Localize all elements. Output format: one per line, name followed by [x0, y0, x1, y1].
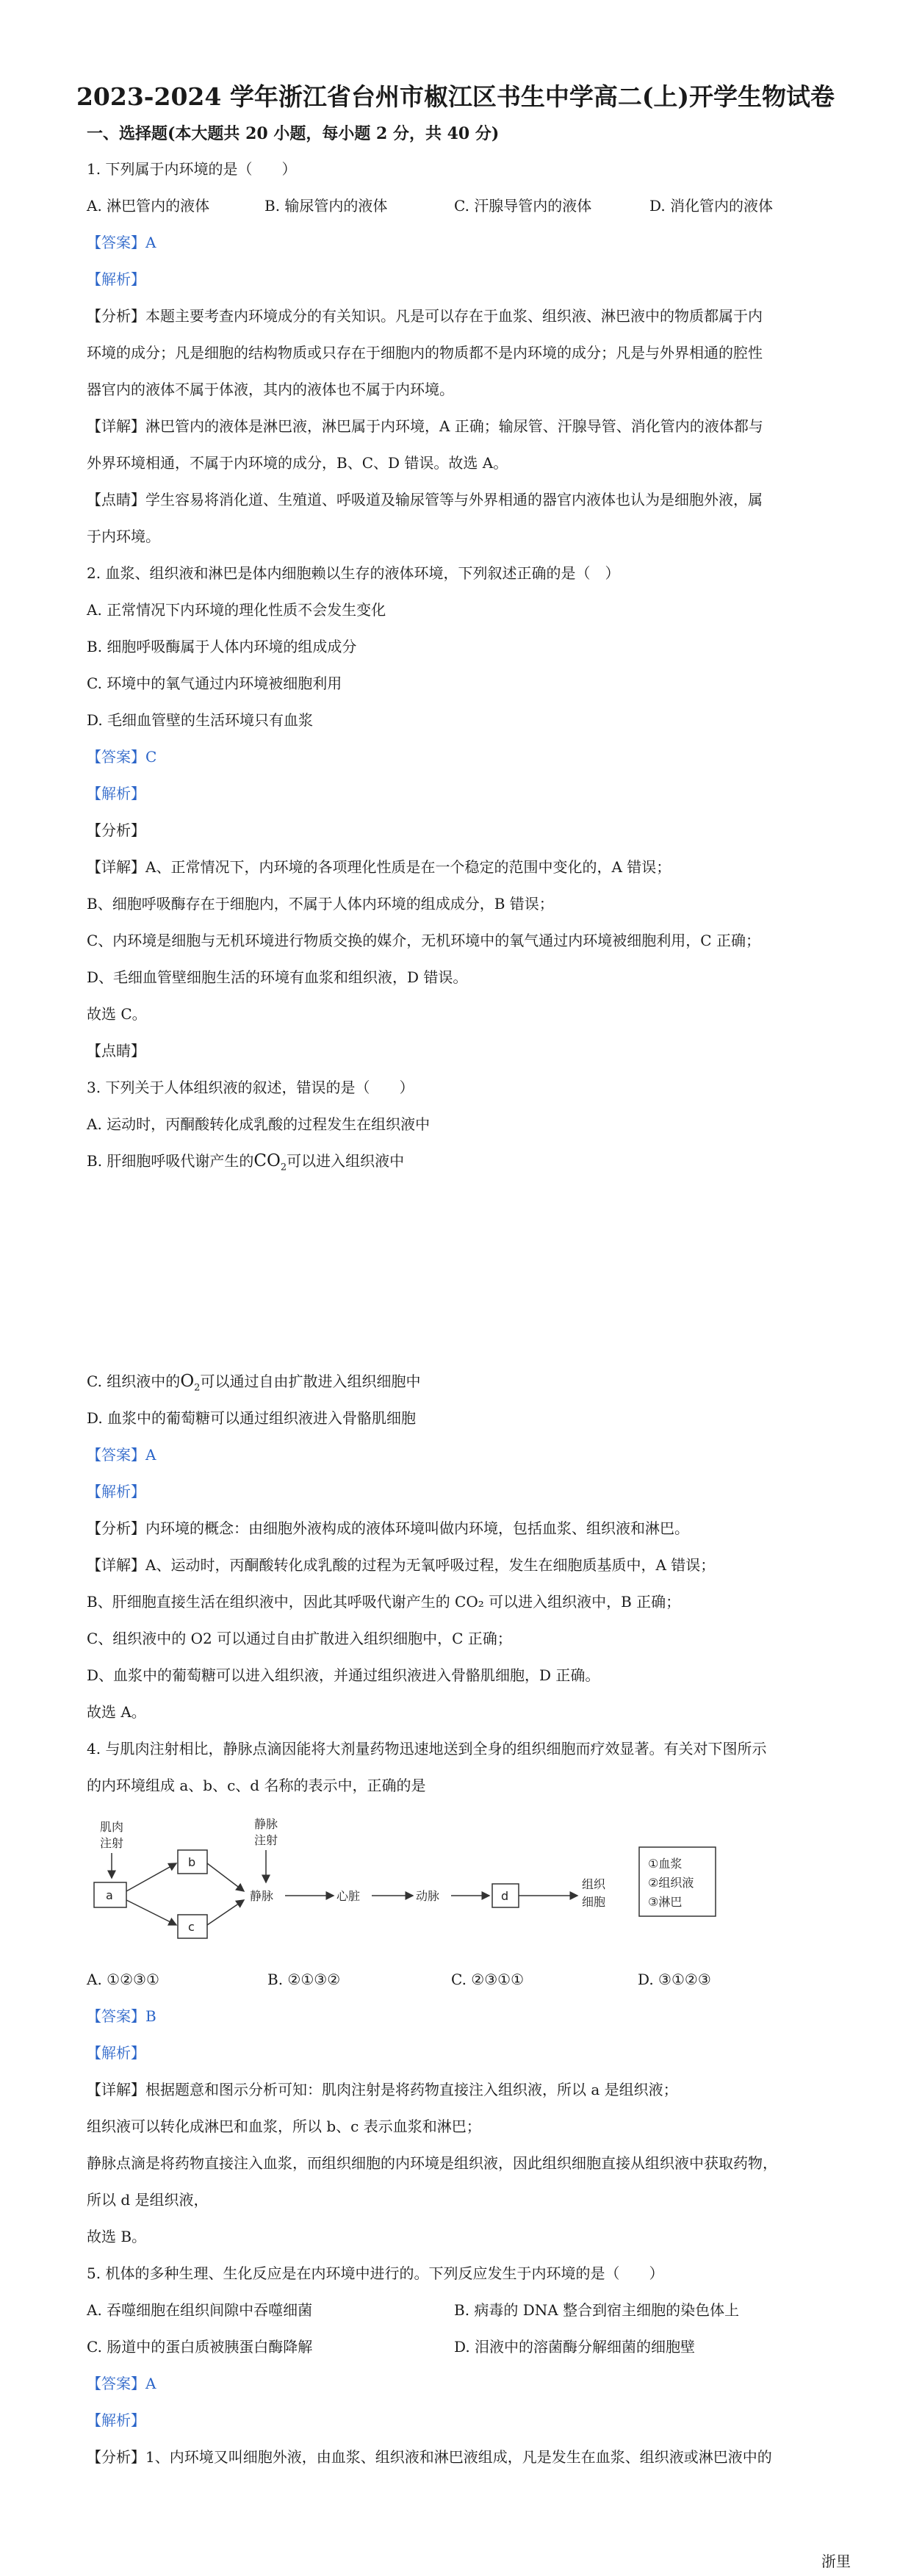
q4-detail-line: 所以 d 是组织液， [87, 2191, 209, 2209]
q3-detail-line: D、血浆中的葡萄糖可以进入组织液，并通过组织液进入骨骼肌细胞，D 正确。 [87, 1666, 600, 1684]
q5-stem: 5. 机体的多种生理、生化反应是在内环境中进行的。下列反应发生于内环境的是（ ） [87, 2264, 664, 2282]
q2-detail-line: 【详解】A、正常情况下，内环境的各项理化性质是在一个稳定的范围中变化的，A 错误； [87, 858, 671, 876]
artery-label: 动脉 [416, 1889, 440, 1903]
q3-detail-line: B、肝细胞直接生活在组织液中，因此其呼吸代谢产生的 CO₂ 可以进入组织液中，B 正确； [87, 1593, 681, 1611]
q5-option-c: C. 肠道中的蛋白质被胰蛋白酶降解 [87, 2338, 313, 2356]
q3-option-a: A. 运动时，丙酮酸转化成乳酸的过程发生在组织液中 [87, 1115, 431, 1133]
q1-detail-line: 外界环境相通，不属于内环境的成分，B、C、D 错误。故选 A。 [87, 454, 508, 472]
q5-answer: 【答案】A [87, 2375, 156, 2392]
q1-jiexi: 【解析】 [87, 270, 145, 288]
q4-detail-line: 静脉点滴是将药物直接注入血浆，而组织细胞的内环境是组织液，因此组织细胞直接从组织液中获取药物， [87, 2154, 777, 2172]
q4-conclusion: 故选 B。 [87, 2228, 147, 2245]
q3-conclusion: 故选 A。 [87, 1703, 146, 1721]
box-a-label: a [106, 1888, 113, 1902]
q3-option-b-pre: B. 肝细胞呼吸代谢产生的 [87, 1152, 254, 1170]
q5-jiexi: 【解析】 [87, 2411, 145, 2429]
q3-option-c-pre: C. 组织液中的 [87, 1372, 181, 1390]
q3-option-d: D. 血浆中的葡萄糖可以通过组织液进入骨骼肌细胞 [87, 1409, 417, 1427]
q2-answer: 【答案】C [87, 748, 157, 766]
box-d-label: d [501, 1889, 509, 1903]
page-footer: 浙里 [821, 2552, 851, 2570]
q3-option-c-post: 可以通过自由扩散进入组织细胞中 [200, 1372, 421, 1390]
heart-label: 心脏 [336, 1889, 361, 1903]
q3-detail-line: C、组织液中的 O2 可以通过自由扩散进入组织细胞中，C 正确； [87, 1630, 512, 1647]
q4-detail-line: 组织液可以转化成淋巴和血浆，所以 b、c 表示血浆和淋巴； [87, 2118, 481, 2135]
q2-detail-line: C、内环境是细胞与无机环境进行物质交换的媒介，无机环境中的氧气通过内环境被细胞利用，C 正确； [87, 932, 760, 949]
q2-option-b: B. 细胞呼吸酶属于人体内环境的组成成分 [87, 638, 357, 655]
box-c-label: c [188, 1920, 195, 1934]
q5-option-b: B. 病毒的 DNA 整合到宿主细胞的染色体上 [454, 2301, 740, 2319]
q5-analysis: 【分析】1、内环境又叫细胞外液，由血浆、组织液和淋巴液组成，凡是发生在血浆、组织液或淋巴液中的 [87, 2448, 772, 2466]
o2-formula-base: O [180, 1372, 195, 1391]
q2-detail-line: B、细胞呼吸酶存在于细胞内，不属于人体内环境的组成成分，B 错误； [87, 895, 554, 913]
vein-label: 静脉 [250, 1889, 274, 1903]
q2-conclusion: 故选 C。 [87, 1005, 147, 1023]
q5-option-d: D. 泪液中的溶菌酶分解细菌的细胞壁 [454, 2338, 696, 2356]
q2-stem: 2. 血浆、组织液和淋巴是体内细胞赖以生存的液体环境，下列叙述正确的是（ ） [87, 564, 620, 582]
box-b-label: b [188, 1855, 196, 1869]
o2-formula-sub: 2 [194, 1382, 201, 1394]
tissue-cell-label: 细胞 [582, 1895, 606, 1909]
q2-option-c: C. 环境中的氧气通过内环境被细胞利用 [87, 674, 342, 692]
q3-option-b-post: 可以进入组织液中 [287, 1152, 405, 1170]
q1-note-line: 于内环境。 [87, 528, 160, 545]
q3-stem: 3. 下列关于人体组织液的叙述，错误的是（ ） [87, 1079, 414, 1096]
q1-option-d: D. 消化管内的液体 [649, 197, 774, 215]
vein-injection-label: 注射 [254, 1833, 278, 1847]
co2-formula-base: CO [253, 1151, 281, 1170]
q1-answer: 【答案】A [87, 234, 156, 251]
q2-note: 【点睛】 [87, 1042, 145, 1059]
q3-answer: 【答案】A [87, 1446, 156, 1464]
blank-space [87, 1161, 821, 1352]
q1-stem: 1. 下列属于内环境的是（ ） [87, 160, 297, 178]
q1-option-a: A. 淋巴管内的液体 [87, 197, 210, 215]
q4-jiexi: 【解析】 [87, 2044, 145, 2062]
q4-stem-line: 的内环境组成 a、b、c、d 名称的表示中，正确的是 [87, 1777, 426, 1794]
q4-option-c: C. ②③①① [451, 1971, 525, 1988]
q3-jiexi: 【解析】 [87, 1483, 145, 1500]
q4-detail-line: 【详解】根据题意和图示分析可知：肌肉注射是将药物直接注入组织液，所以 a 是组织液； [87, 2081, 678, 2098]
q5-option-a: A. 吞噬细胞在组织间隙中吞噬细菌 [87, 2301, 313, 2319]
q2-jiexi: 【解析】 [87, 785, 145, 802]
q1-analysis-line: 【分析】本题主要考查内环境成分的有关知识。凡是可以存在于血浆、组织液、淋巴液中的物质都属于内 [87, 307, 763, 325]
q2-option-a: A. 正常情况下内环境的理化性质不会发生变化 [87, 601, 386, 619]
q4-option-d: D. ③①②③ [638, 1971, 711, 1988]
legend-item: ①血浆 [648, 1857, 683, 1871]
section-heading: 一、选择题(本大题共 20 小题，每小题 2 分，共 40 分) [87, 124, 500, 143]
muscle-injection-label: 肌肉 [100, 1820, 124, 1834]
q3-option-c [87, 1372, 829, 1397]
q2-option-d: D. 毛细血管壁的生活环境只有血浆 [87, 711, 314, 729]
q2-detail-line: D、毛细血管壁细胞生活的环境有血浆和组织液，D 错误。 [87, 968, 468, 986]
q3-detail-line: 【详解】A、运动时，丙酮酸转化成乳酸的过程为无氧呼吸过程，发生在细胞质基质中，A 错误； [87, 1556, 716, 1574]
q1-option-b: B. 输尿管内的液体 [264, 197, 388, 215]
q1-analysis-line: 环境的成分；凡是细胞的结构物质或只存在于细胞内的物质都不是内环境的成分；凡是与外界相通的腔性 [87, 344, 763, 361]
vein-injection-label: 静脉 [254, 1817, 278, 1831]
legend-item: ②组织液 [648, 1876, 694, 1890]
q1-detail-line: 【详解】淋巴管内的液体是淋巴液，淋巴属于内环境，A 正确；输尿管、汗腺导管、消化管内的液体都与 [87, 417, 763, 435]
muscle-injection-label: 注射 [100, 1836, 124, 1850]
tissue-cell-label: 组织 [582, 1877, 606, 1891]
q4-stem-line: 4. 与肌肉注射相比，静脉点滴因能将大剂量药物迅速地送到全身的组织细胞而疗效显著。有关对下图所示 [87, 1740, 767, 1757]
q3-analysis: 【分析】内环境的概念：由细胞外液构成的液体环境叫做内环境，包括血浆、组织液和淋巴。 [87, 1519, 689, 1537]
q4-answer: 【答案】B [87, 2007, 156, 2025]
q1-note-line: 【点睛】学生容易将消化道、生殖道、呼吸道及输尿管等与外界相通的器官内液体也认为是细胞外液，属 [87, 491, 763, 508]
q1-analysis-line: 器官内的液体不属于体液，其内的液体也不属于内环境。 [87, 381, 454, 398]
legend-item: ③淋巴 [648, 1895, 683, 1909]
co2-formula-sub: 2 [280, 1162, 287, 1173]
o2-formula [180, 1372, 201, 1394]
q4-option-a: A. ①②③① [87, 1971, 159, 1988]
q1-option-c: C. 汗腺导管内的液体 [454, 197, 592, 215]
q2-analysis: 【分析】 [87, 821, 145, 839]
q4-option-b: B. ②①③② [267, 1971, 341, 1988]
document-title: 2023-2024 学年浙江省台州市椒江区书生中学高二(上)开学生物试卷 [76, 82, 835, 111]
circulation-diagram [87, 1815, 777, 1947]
